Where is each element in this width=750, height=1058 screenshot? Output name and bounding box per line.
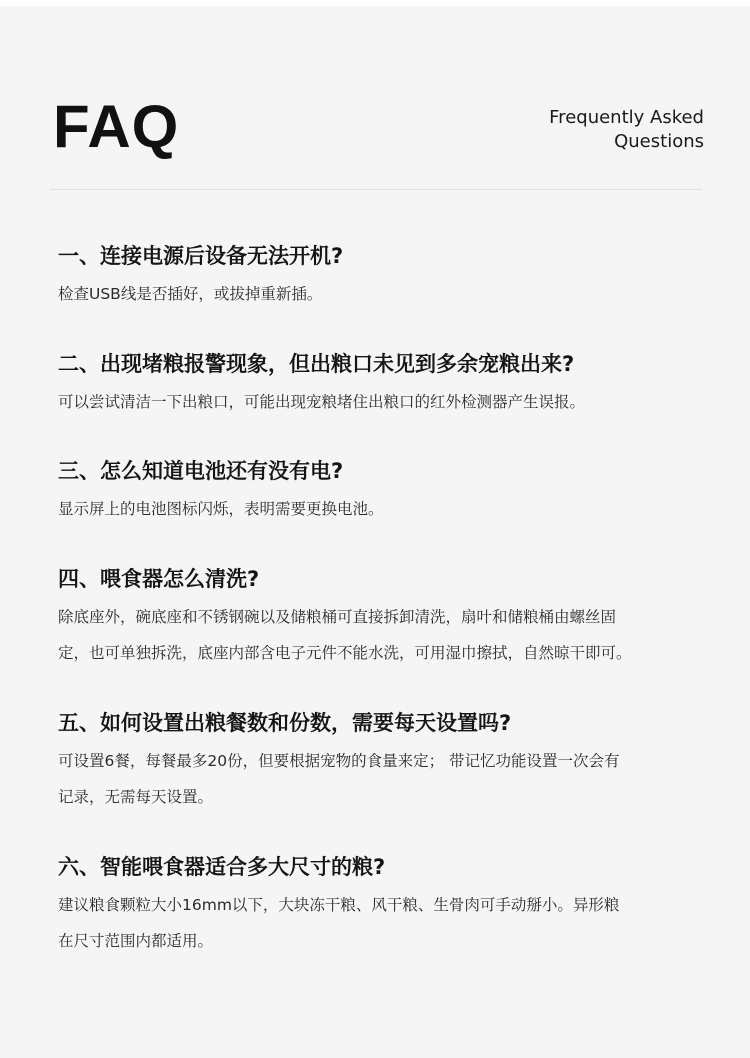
faq-answer — [58, 491, 708, 527]
faq-answer-line: 可设置6餐，每餐最多20份，但要根据宠物的食量来定； 带记忆功能设置一次会有 — [58, 752, 620, 770]
faq-answer-line: 建议粮食颗粒大小16mm以下，大块冻干粮、风干粮、生骨肉可手动掰小。异形粮 — [58, 896, 620, 914]
faq-item-5 — [58, 709, 708, 815]
faq-answer-line: 定，也可单独拆洗，底座内部含电子元件不能水洗，可用湿巾擦拭，自然晾干即可。 — [58, 644, 632, 662]
faq-question: 四、喂食器怎么清洗? — [58, 567, 260, 591]
faq-answer — [58, 887, 708, 959]
header-divider — [50, 189, 702, 190]
page-title: FAQ — [53, 93, 180, 160]
faq-answer-line: 可以尝试清洁一下出粮口，可能出现宠粮堵住出粮口的红外检测器产生误报。 — [58, 393, 586, 411]
faq-item-1 — [58, 242, 708, 312]
faq-question: 二、出现堵粮报警现象，但出粮口未见到多余宠粮出来? — [58, 352, 575, 376]
faq-question: 五、如何设置出粮餐数和份数，需要每天设置吗? — [58, 711, 512, 735]
faq-item-4 — [58, 565, 708, 671]
faq-question: 六、智能喂食器适合多大尺寸的粮? — [58, 855, 386, 879]
faq-item-6 — [58, 853, 708, 959]
faq-answer — [58, 384, 708, 420]
faq-answer-line: 显示屏上的电池图标闪烁，表明需要更换电池。 — [58, 500, 384, 518]
faq-item-3 — [58, 457, 708, 527]
faq-answer-line: 检查USB线是否插好，或拔掉重新插。 — [58, 285, 323, 303]
faq-answer — [58, 599, 708, 671]
faq-answer-line: 记录，无需每天设置。 — [58, 788, 214, 806]
faq-answer-line: 在尺寸范围内都适用。 — [58, 932, 214, 950]
subtitle-line-2: Questions — [614, 131, 704, 152]
subtitle-line-1: Frequently Asked — [549, 107, 704, 128]
faq-answer-line: 除底座外，碗底座和不锈钢碗以及储粮桶可直接拆卸清洗，扇叶和储粮桶由螺丝固 — [58, 608, 617, 626]
faq-answer — [58, 276, 708, 312]
faq-answer — [58, 743, 708, 815]
faq-question: 一、连接电源后设备无法开机? — [58, 244, 344, 268]
page-subtitle — [549, 106, 704, 154]
faq-item-2 — [58, 350, 708, 420]
faq-question: 三、怎么知道电池还有没有电? — [58, 459, 344, 483]
